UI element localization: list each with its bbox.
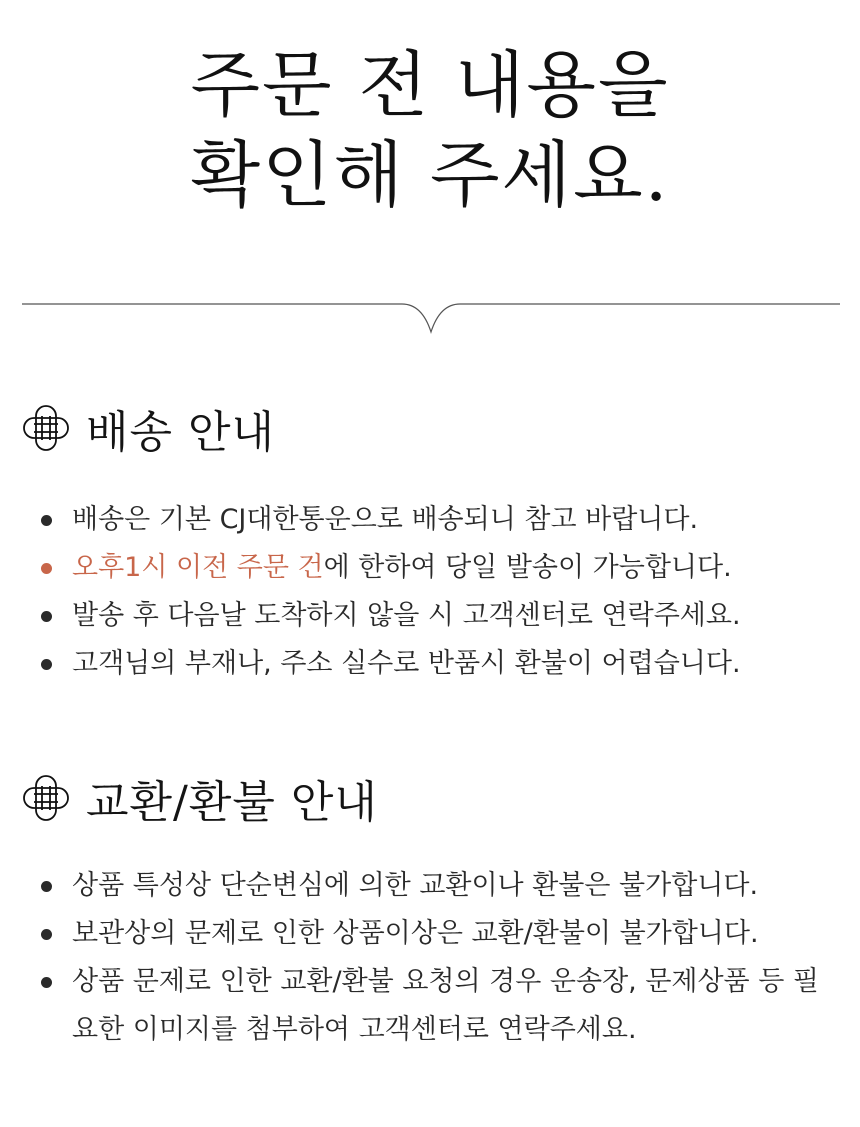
list-item: 발송 후 다음날 도착하지 않을 시 고객센터로 연락주세요. bbox=[38, 592, 828, 640]
shipping-section-header bbox=[20, 398, 275, 458]
exchange-list bbox=[38, 862, 828, 1054]
page-title-line-1: 주문 전 내용을 bbox=[190, 43, 670, 127]
list-item-text: 에 한하여 당일 발송이 가능합니다. bbox=[323, 552, 732, 583]
knot-icon bbox=[20, 402, 72, 454]
shipping-heading: 배송 안내 bbox=[86, 407, 276, 458]
curved-divider bbox=[22, 296, 840, 336]
list-item: 배송은 기본 CJ대한통운으로 배송되니 참고 바랍니다. bbox=[38, 496, 828, 544]
exchange-section-header bbox=[20, 768, 378, 828]
list-item: 고객님의 부재나, 주소 실수로 반품시 환불이 어렵습니다. bbox=[38, 640, 828, 688]
list-item: 상품 특성상 단순변심에 의한 교환이나 환불은 불가합니다. bbox=[38, 862, 828, 910]
shipping-list bbox=[38, 496, 828, 688]
page-title-line-2: 확인해 주세요. bbox=[190, 133, 670, 217]
list-item: 보관상의 문제로 인한 상품이상은 교환/환불이 불가합니다. bbox=[38, 910, 828, 958]
page-title bbox=[0, 40, 860, 220]
exchange-heading: 교환/환불 안내 bbox=[86, 777, 378, 828]
knot-icon bbox=[20, 772, 72, 824]
highlight-text: 오후1시 이전 주문 건 bbox=[72, 552, 324, 583]
list-item bbox=[38, 544, 828, 592]
list-item: 상품 문제로 인한 교환/환불 요청의 경우 운송장, 문제상품 등 필요한 이미지를 첨부하여 고객센터로 연락주세요. bbox=[38, 958, 828, 1054]
